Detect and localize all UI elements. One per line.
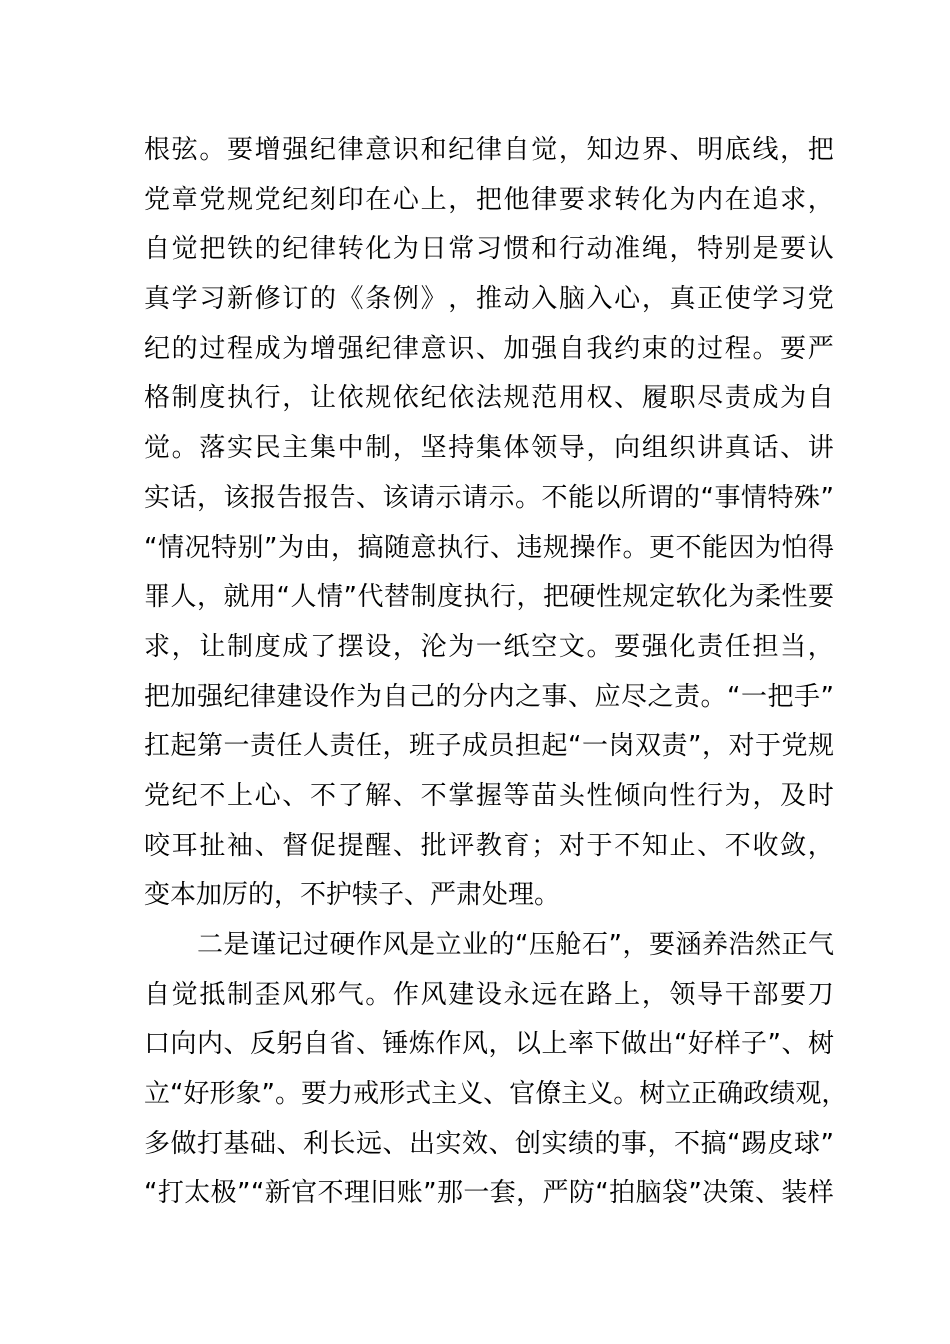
text-line: 真 学 习 新 修 订 的 《 条 例 》 ， 推 动 入 脑 入 心 ， 真 正 使 学 习 党 [144,284,834,315]
text-line: 变本加厉的，不护犊子、严肃处理。 [144,880,561,911]
text-line: 把 加 强 纪 律 建 设 作 为 自 己 的 分 内 之 事 、 应 尽 之 责 。 “ 一 把 手 ” [144,681,834,712]
text-line: 党 章 党 规 党 纪 刻 印 在 心 上 ， 把 他 律 要 求 转 化 为 内 在 追 求 ， [144,184,834,215]
text-line: 扛 起 第 一 责 任 人 责 任 ， 班 子 成 员 担 起 “ 一 岗 双 责 ” ， 对 于 党 规 [144,731,834,762]
text-line: 格 制 度 执 行 ， 让 依 规 依 纪 依 法 规 范 用 权 、 履 职 尽 责 成 为 自 [144,383,834,414]
text-line: 罪 人 ， 就 用 “ 人 情 ” 代 替 制 度 执 行 ， 把 硬 性 规 定 软 化 为 柔 性 要 [144,582,834,613]
text-line: 多 做 打 基 础 、 利 长 远 、 出 实 效 、 创 实 绩 的 事 ， 不 搞 “ 踢 皮 球 ” [144,1128,834,1159]
text-line: “ 情 况 特 别 ” 为 由 ， 搞 随 意 执 行 、 违 规 操 作 。 更 不 能 因 为 怕 得 [144,532,834,563]
text-line: 自 觉 抵 制 歪 风 邪 气 。 作 风 建 设 永 远 在 路 上 ， 领 导 干 部 要 刀 [144,979,834,1010]
text-line: 党 纪 不 上 心 、 不 了 解 、 不 掌 握 等 苗 头 性 倾 向 性 行 为 ， 及 时 [144,780,834,811]
text-line: “ 打 太 极 ” “ 新 官 不 理 旧 账 ” 那 一 套 ， 严 防 “ 拍 脑 袋 ” 决 策 、 装 样 [144,1178,834,1209]
text-line: 根 弦 。 要 增 强 纪 律 意 识 和 纪 律 自 觉 ， 知 边 界 、 明 底 线 ， 把 [144,135,834,165]
text-line: 自 觉 把 铁 的 纪 律 转 化 为 日 常 习 惯 和 行 动 准 绳 ， 特 别 是 要 认 [144,234,834,265]
text-line: 口 向 内 、 反 躬 自 省 、 锤 炼 作 风 ， 以 上 率 下 做 出 “ 好 样 子 ” 、 树 [144,1029,834,1060]
text-line: 立 “ 好 形 象 ” 。 要 力 戒 形 式 主 义 、 官 僚 主 义 。 树 立 正 确 政 绩 观 ， [144,1079,848,1110]
text-line: 实 话 ， 该 报 告 报 告 、 该 请 示 请 示 。 不 能 以 所 谓 的 “ 事 情 特 殊 ” [144,482,834,513]
text-line: 觉 。 落 实 民 主 集 中 制 ， 坚 持 集 体 领 导 ， 向 组 织 讲 真 话 、 讲 [144,433,834,464]
body-text [144,126,848,1219]
text-line: 求 ， 让 制 度 成 了 摆 设 ， 沦 为 一 纸 空 文 。 要 强 化 责 任 担 当 ， [144,631,834,662]
text-line: 咬 耳 扯 袖 、 督 促 提 醒 、 批 评 教 育 ； 对 于 不 知 止 、 不 收 敛 ， [144,830,834,861]
text-line: 二 是 谨 记 过 硬 作 风 是 立 业 的 “ 压 舱 石 ” ， 要 涵 养 浩 然 正 气 [197,930,834,960]
text-line: 纪 的 过 程 成 为 增 强 纪 律 意 识 、 加 强 自 我 约 束 的 过 程 。 要 严 [144,333,834,364]
